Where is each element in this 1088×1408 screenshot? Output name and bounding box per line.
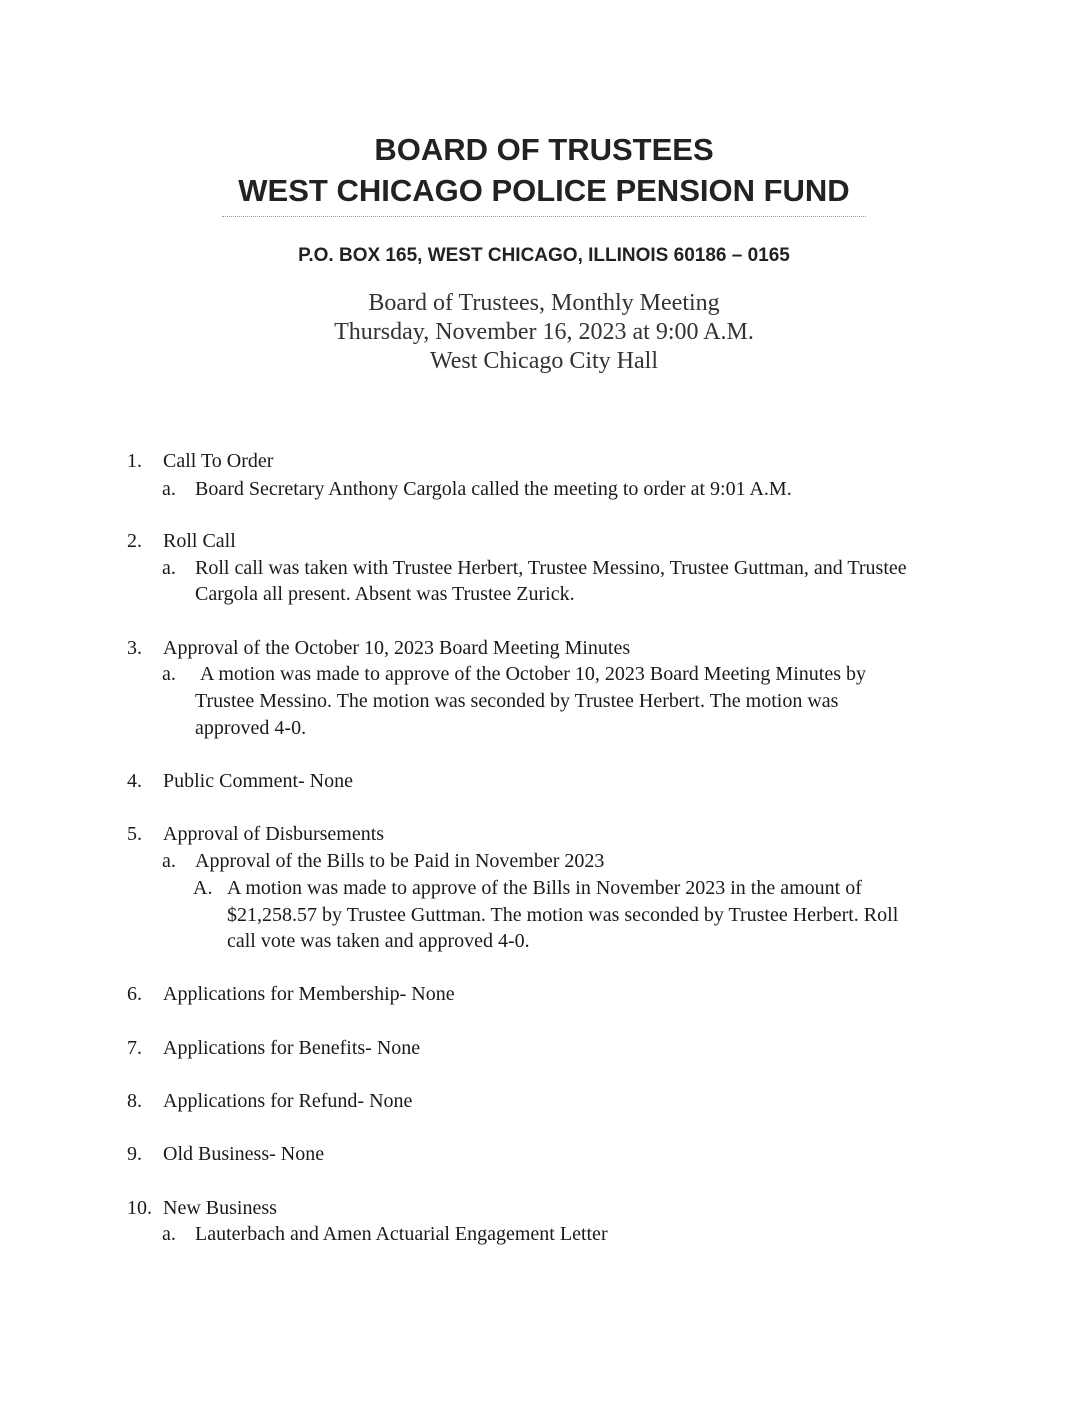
item-number: 1.: [127, 450, 142, 472]
sub-item-text-line: A motion was made to approve of the October 10, 2023 Board Meeting Minutes by: [200, 663, 866, 685]
meeting-location: West Chicago City Hall: [429, 348, 659, 374]
item-number: 7.: [127, 1037, 142, 1059]
item-number: 2.: [127, 530, 142, 552]
agenda-item-disbursements: Approval of Disbursements: [163, 823, 385, 845]
sub-item-marker: a.: [162, 478, 176, 500]
mailing-address: P.O. BOX 165, WEST CHICAGO, ILLINOIS 60186 – 0165: [298, 245, 790, 266]
agenda-item-roll-call: Roll Call: [163, 530, 236, 552]
fund-title: WEST CHICAGO POLICE PENSION FUND: [238, 173, 850, 208]
sub-item-marker: a.: [162, 663, 176, 685]
agenda-item-refund: Applications for Refund- None: [163, 1090, 413, 1112]
item-number: 4.: [127, 770, 142, 792]
agenda-item-benefits: Applications for Benefits- None: [163, 1037, 421, 1059]
agenda-item-public-comment: Public Comment- None: [163, 770, 353, 792]
meeting-type: Board of Trustees, Monthly Meeting: [368, 290, 720, 316]
sub-item-marker: a.: [162, 1223, 176, 1245]
sub-item-text-line: Roll call was taken with Trustee Herbert, Trustee Messino, Trustee Guttman, and Trustee: [195, 557, 907, 579]
item-number: 5.: [127, 823, 142, 845]
item-number: 6.: [127, 983, 142, 1005]
item-number: 8.: [127, 1090, 142, 1112]
header-divider: [222, 216, 866, 217]
sub-item-text: Approval of the Bills to be Paid in November 2023: [195, 850, 605, 872]
item-number: 10.: [127, 1197, 152, 1219]
sub-item-text-line: Trustee Messino. The motion was seconded by Trustee Herbert. The motion was: [195, 690, 839, 712]
sub-item-text-line: approved 4-0.: [195, 717, 307, 739]
sub-item-text: Lauterbach and Amen Actuarial Engagement Letter: [195, 1223, 608, 1245]
sub-sub-item-marker: A.: [193, 877, 213, 899]
sub-item-marker: a.: [162, 557, 176, 579]
agenda-item-minutes-approval: Approval of the October 10, 2023 Board Meeting Minutes: [163, 637, 631, 659]
sub-sub-item-text-line: call vote was taken and approved 4-0.: [227, 930, 530, 952]
agenda-item-old-business: Old Business- None: [163, 1143, 325, 1165]
board-title: BOARD OF TRUSTEES: [374, 132, 714, 167]
item-number: 9.: [127, 1143, 142, 1165]
sub-item-marker: a.: [162, 850, 176, 872]
sub-sub-item-text-line: $21,258.57 by Trustee Guttman. The motion was seconded by Trustee Herbert. Roll: [227, 904, 899, 926]
agenda-item-membership: Applications for Membership- None: [163, 983, 455, 1005]
meeting-date: Thursday, November 16, 2023 at 9:00 A.M.: [334, 319, 754, 345]
item-number: 3.: [127, 637, 142, 659]
agenda-item-call-to-order: Call To Order: [163, 450, 274, 472]
sub-item-text-line: Cargola all present. Absent was Trustee Zurick.: [195, 583, 575, 605]
sub-item-text: Board Secretary Anthony Cargola called the meeting to order at 9:01 A.M.: [195, 478, 792, 500]
agenda-item-new-business: New Business: [163, 1197, 277, 1219]
sub-sub-item-text-line: A motion was made to approve of the Bills in November 2023 in the amount of: [227, 877, 862, 899]
